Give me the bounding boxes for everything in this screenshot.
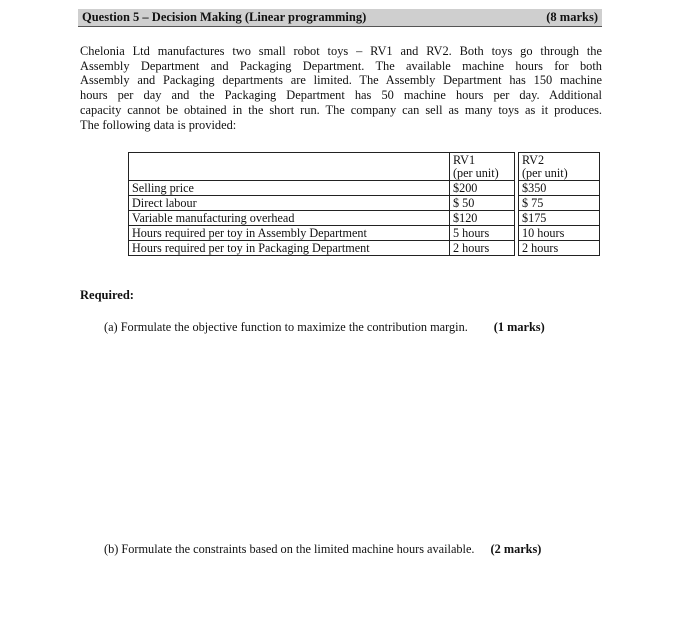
table-header-row — [129, 153, 600, 181]
question-b-text: (b) Formulate the constraints based on the limited machine hours available. — [104, 542, 475, 556]
rv2-title: RV2 — [522, 153, 545, 167]
table-header-rv2 — [519, 153, 600, 181]
question-title: Question 5 – Decision Making (Linear programming) — [82, 10, 367, 24]
intro-paragraph — [80, 44, 602, 132]
rv2-value: $350 — [519, 181, 600, 196]
row-label: Selling price — [129, 181, 450, 196]
intro-line: Assembly and Packaging departments are limited. The Assembly Department has 150 machine — [80, 73, 602, 88]
intro-line: Chelonia Ltd manufactures two small robot toys – RV1 and RV2. Both toys go through the — [80, 44, 602, 58]
intro-line: The following data is provided: — [80, 117, 237, 132]
rv2-value: 10 hours — [519, 226, 600, 241]
question-a-text: (a) Formulate the objective function to maximize the contribution margin. — [104, 320, 468, 334]
rv1-value: $ 50 — [450, 196, 515, 211]
rv1-value: 2 hours — [450, 241, 515, 256]
table-row — [129, 241, 600, 256]
table-row — [129, 196, 600, 211]
question-marks: (8 marks) — [546, 10, 598, 24]
table-row — [129, 226, 600, 241]
row-label: Hours required per toy in Assembly Department — [129, 226, 450, 241]
rv2-value: $ 75 — [519, 196, 600, 211]
data-table — [128, 152, 600, 256]
question-a — [104, 320, 545, 335]
intro-line: capacity cannot be obtained in the short run. The company can sell as many toys as it produces. — [80, 102, 602, 117]
table-header-rv1 — [450, 153, 515, 181]
intro-line: Assembly Department and Packaging Department. The available machine hours for both — [80, 58, 602, 73]
intro-line: hours per day and the Packaging Department has 50 machine hours per day. Additional — [80, 88, 602, 103]
rv1-value: $200 — [450, 181, 515, 196]
row-label: Direct labour — [129, 196, 450, 211]
table-header-empty — [129, 153, 450, 181]
rv2-subtitle: (per unit) — [522, 165, 568, 180]
question-header — [78, 9, 602, 27]
table-row — [129, 181, 600, 196]
rv1-subtitle: (per unit) — [453, 165, 499, 180]
question-a-marks: (1 marks) — [493, 320, 545, 334]
question-b-marks: (2 marks) — [490, 542, 542, 556]
rv2-value: $175 — [519, 211, 600, 226]
required-heading: Required: — [80, 288, 134, 302]
row-label: Variable manufacturing overhead — [129, 211, 450, 226]
rv2-value: 2 hours — [519, 241, 600, 256]
rv1-value: 5 hours — [450, 226, 515, 241]
question-b — [104, 542, 541, 557]
rv1-title: RV1 — [453, 153, 476, 167]
row-label: Hours required per toy in Packaging Department — [129, 241, 450, 256]
rv1-value: $120 — [450, 211, 515, 226]
table-row — [129, 211, 600, 226]
